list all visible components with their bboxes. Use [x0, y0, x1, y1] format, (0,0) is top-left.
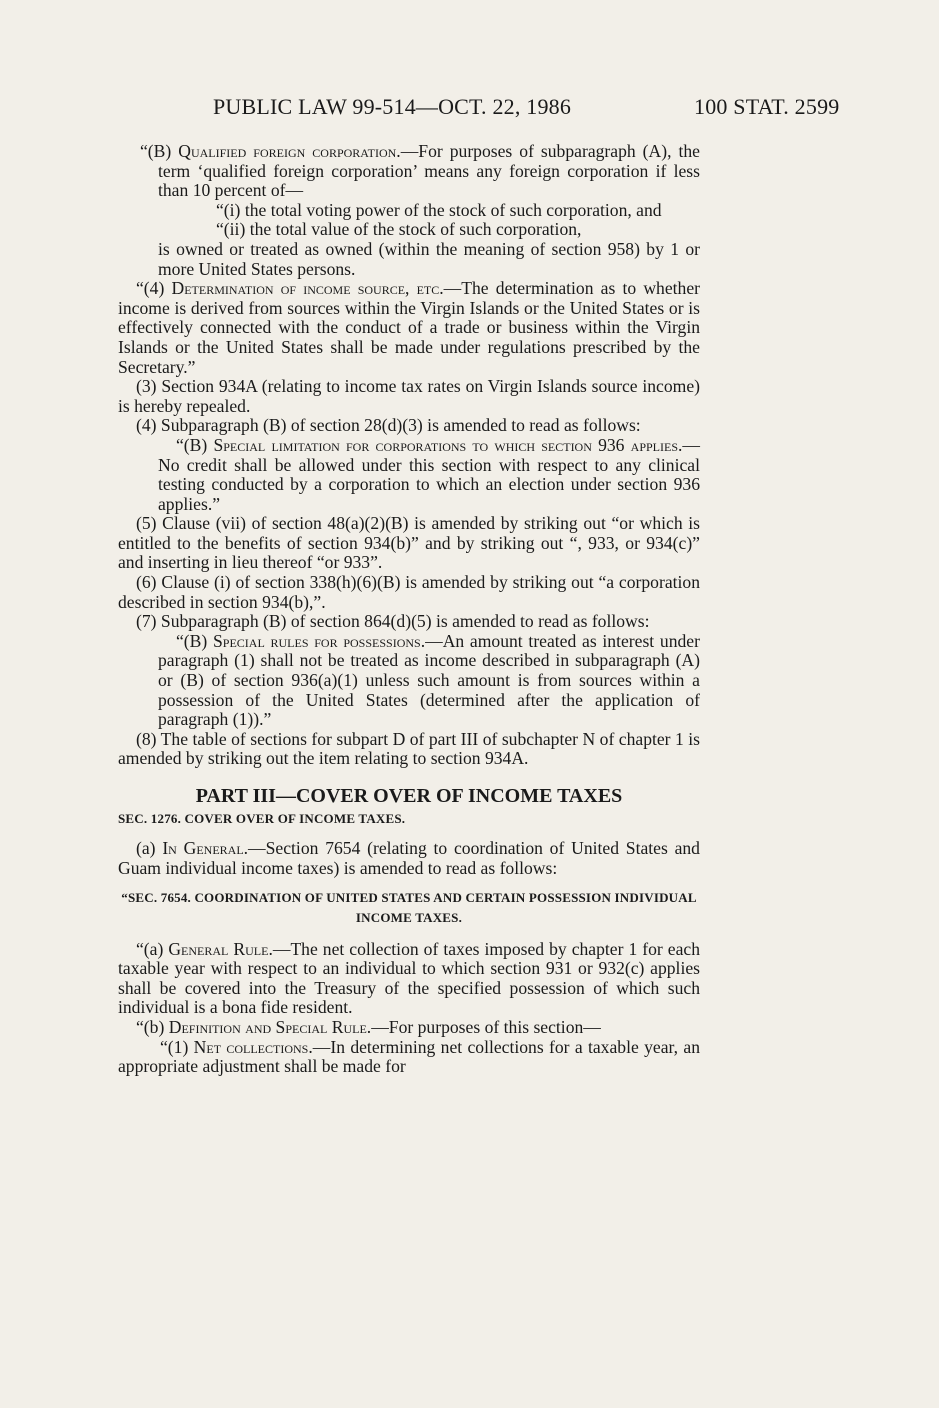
section-7654-heading: “SEC. 7654. COORDINATION OF UNITED STATES AND CERTAIN POSSESSION INDIVIDUAL INCOME TAXES. [121, 890, 697, 925]
para-lead: “(a) [136, 938, 169, 959]
para-special-limitation [118, 436, 700, 514]
clause-i: “(i) the total voting power of the stock of such corporation, and [216, 199, 662, 220]
para-heading: General Rule. [168, 938, 273, 959]
amendment-4: (4) Subparagraph (B) of section 28(d)(3) is amended to read as follows: [136, 415, 641, 436]
para-heading: In General. [162, 838, 249, 859]
para-text: —The determination as to whether income is derived from sources within the Virgin Islands or the United States or is effectively connected with the conduct of a trade or business within the Virgin Islands or the United States shall be made under regulations prescribed by the Secretary.” [118, 278, 700, 377]
para-text: —For purposes of this section— [371, 1016, 601, 1037]
subsection-a-general-rule [118, 940, 700, 1018]
clause-ii: “(ii) the total value of the stock of such corporation, [216, 219, 582, 240]
para-lead: “(B) [176, 630, 213, 651]
part-heading: PART III—COVER OVER OF INCOME TAXES [195, 785, 623, 807]
para-heading: Qualified foreign corporation. [178, 141, 401, 161]
subsection-a-in-general [118, 839, 700, 878]
amendment-8: (8) The table of sections for subpart D of part III of subchapter N of chapter 1 is amended by striking out the item relating to section 934A. [118, 728, 700, 769]
para-text: —No credit shall be allowed under this section with respect to any clinical testing conducted by a corporation to which an election under section 936 applies.” [158, 434, 701, 514]
para-text: —Section 7654 (relating to coordination of United States and Guam individual income taxes) is amended to read as follows: [118, 838, 700, 878]
amendment-6: (6) Clause (i) of section 338(h)(6)(B) is amended by striking out “a corporation described in section 934(b),”. [118, 572, 700, 612]
running-head-stat-page: 100 STAT. 2599 [694, 94, 840, 119]
show-through-left [60, 150, 120, 1250]
para-heading: Special rules for possessions. [213, 630, 426, 651]
amendment-3: (3) Section 934A (relating to income tax rates on Virgin Islands source income) is hereby repealed. [118, 376, 700, 416]
section-heading: SEC. 1276. COVER OVER OF INCOME TAXES. [118, 810, 406, 826]
para-special-rules-possessions [118, 632, 700, 730]
amendment-7: (7) Subparagraph (B) of section 864(d)(5) is amended to read as follows: [136, 611, 650, 632]
para-lead: “(4) [136, 278, 172, 299]
para-heading: Net collections. [193, 1036, 313, 1057]
para-lead: (a) [136, 838, 163, 859]
paragraph-1-net-collections [118, 1038, 700, 1077]
para-heading: Special limitation for corporations to which section 936 applies. [213, 434, 683, 455]
para-owned-continuation: is owned or treated as owned (within the meaning of section 958) by 1 or more United States persons. [158, 238, 700, 279]
para-determination-income-source [118, 279, 700, 377]
statute-text [118, 142, 700, 1077]
para-heading: Determination of income source, etc. [171, 278, 444, 299]
para-lead: “(B) [176, 434, 214, 455]
para-text: —For purposes of subparagraph (A), the term ‘qualified foreign corporation’ means any foreign corporation if less than 10 percent of— [158, 141, 700, 201]
para-lead: “(b) [136, 1016, 169, 1037]
para-lead: “(1) [160, 1036, 194, 1057]
amendment-5: (5) Clause (vii) of section 48(a)(2)(B) is amended by striking out “or which is entitled to the benefits of section 934(b)” and by striking out “, 933, or 934(c)” and inserting in lieu thereof “or 933”. [118, 513, 700, 573]
para-qualified-foreign-corporation [118, 142, 700, 201]
subsection-b-definition [118, 1018, 700, 1038]
para-text: —In determining net collections for a taxable year, an appropriate adjustment shall be made for [118, 1036, 700, 1077]
para-text: —An amount treated as interest under paragraph (1) shall not be treated as income described in subparagraph (A) or (B) of section 936(a)(1) unless such amount is from sources within a possession of the United States (determined after the application of paragraph (1)).” [158, 630, 700, 730]
running-head-title: PUBLIC LAW 99-514—OCT. 22, 1986 [213, 94, 572, 119]
para-heading: Definition and Special Rule. [168, 1016, 372, 1037]
para-text: —The net collection of taxes imposed by chapter 1 for each taxable year with respect to an individual to which section 931 or 932(c) applies shall be covered into the Treasury of the specified possession of which such individual is a bona fide resident. [118, 938, 701, 1018]
para-lead: “(B) [140, 141, 179, 161]
